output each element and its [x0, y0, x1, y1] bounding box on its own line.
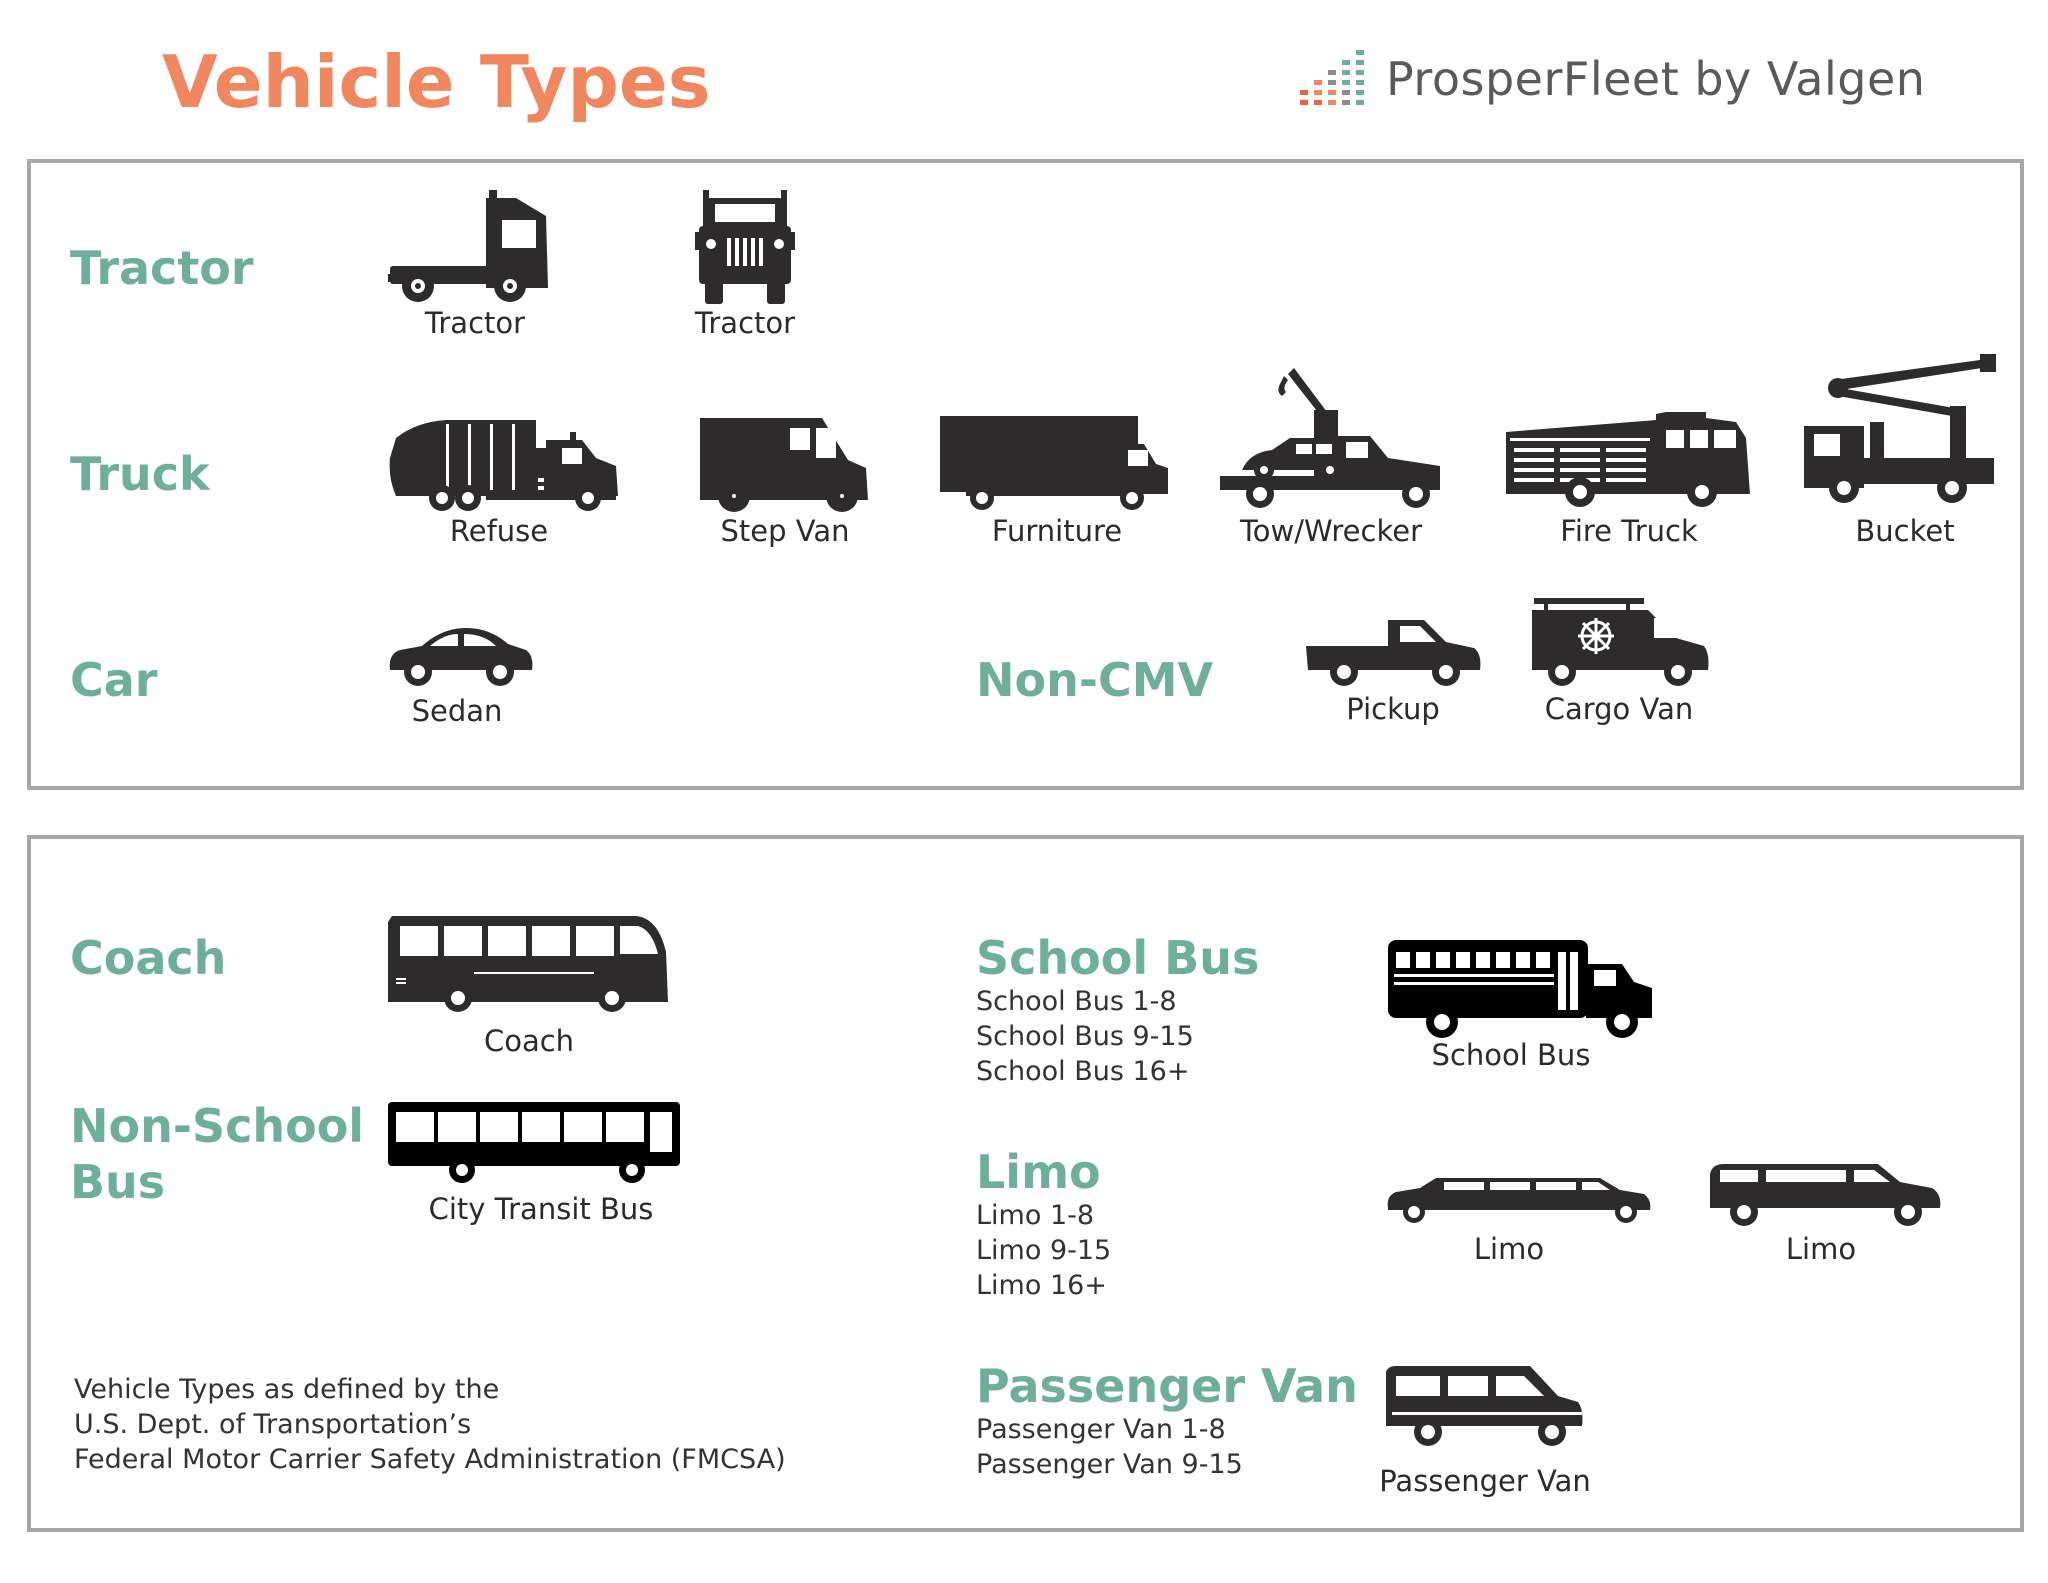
fire-truck-label: Fire Truck [1560, 514, 1698, 548]
school-bus-label: School Bus [1431, 1038, 1591, 1072]
tractor-side-icon [386, 188, 556, 303]
school-bus-subtype: School Bus 1-8 [976, 986, 1177, 1017]
category-coach: Coach [70, 931, 227, 985]
furniture-truck-icon [938, 414, 1170, 512]
limo-subtype: Limo 1-8 [976, 1200, 1095, 1231]
bucket-label: Bucket [1855, 514, 1955, 548]
limo-sedan-icon [1384, 1172, 1654, 1226]
category-school-bus: School Bus [976, 931, 1260, 985]
step-van-label: Step Van [720, 514, 850, 548]
equalizer-bars-logo-icon [1298, 44, 1368, 114]
tow-wrecker-icon [1220, 366, 1442, 510]
refuse-label: Refuse [449, 514, 549, 548]
passenger-van-subtype: Passenger Van 1-8 [976, 1414, 1226, 1445]
coach-label: Coach [483, 1024, 575, 1058]
limo-label-1: Limo [1473, 1232, 1545, 1266]
city-transit-bus-icon [386, 1100, 682, 1184]
category-truck: Truck [70, 447, 210, 501]
note-line: Federal Motor Carrier Safety Administration (FMCSA) [74, 1444, 786, 1475]
fire-truck-icon [1506, 404, 1752, 508]
category-non-school-bus-line2: Bus [70, 1155, 166, 1209]
coach-bus-icon [386, 912, 676, 1012]
note-line: Vehicle Types as defined by the [74, 1374, 500, 1405]
limo-suv-icon [1708, 1160, 1944, 1230]
brand-logo [1298, 44, 1925, 114]
category-passenger-van: Passenger Van [976, 1359, 1358, 1413]
fmcsa-note [74, 1372, 786, 1477]
page-title: Vehicle Types [162, 40, 711, 124]
school-bus-subtype: School Bus 9-15 [976, 1021, 1194, 1052]
tractor-side-label: Tractor [424, 306, 526, 340]
refuse-truck-icon [386, 418, 622, 512]
category-limo: Limo [976, 1145, 1101, 1199]
tractor-front-icon [695, 188, 795, 306]
cargo-van-label: Cargo Van [1544, 692, 1694, 726]
school-bus-icon [1386, 938, 1656, 1038]
pickup-label: Pickup [1346, 692, 1440, 726]
sedan-label: Sedan [411, 694, 503, 728]
city-transit-bus-label: City Transit Bus [428, 1192, 654, 1226]
furniture-label: Furniture [991, 514, 1123, 548]
limo-subtype: Limo 16+ [976, 1270, 1107, 1301]
brand-name: ProsperFleet by Valgen [1386, 52, 1926, 106]
limo-subtype: Limo 9-15 [976, 1235, 1112, 1266]
step-van-icon [698, 416, 870, 512]
school-bus-subtype: School Bus 16+ [976, 1056, 1190, 1087]
bucket-truck-icon [1804, 352, 1996, 506]
passenger-van-icon [1384, 1364, 1586, 1448]
category-non-school-bus-line1: Non-School [70, 1099, 365, 1153]
cargo-van-icon [1530, 598, 1710, 688]
sedan-icon [386, 624, 534, 686]
passenger-van-label: Passenger Van [1379, 1464, 1591, 1498]
tow-wrecker-label: Tow/Wrecker [1240, 514, 1422, 548]
category-tractor: Tractor [70, 241, 254, 295]
tractor-front-label: Tractor [694, 306, 796, 340]
category-non-cmv: Non-CMV [976, 653, 1214, 707]
pickup-icon [1306, 616, 1482, 686]
limo-subtypes [976, 1198, 1111, 1303]
passenger-van-subtypes [976, 1412, 1243, 1482]
school-bus-subtypes [976, 984, 1194, 1089]
note-line: U.S. Dept. of Transportation’s [74, 1409, 472, 1440]
limo-label-2: Limo [1785, 1232, 1857, 1266]
category-car: Car [70, 653, 158, 707]
passenger-van-subtype: Passenger Van 9-15 [976, 1449, 1243, 1480]
